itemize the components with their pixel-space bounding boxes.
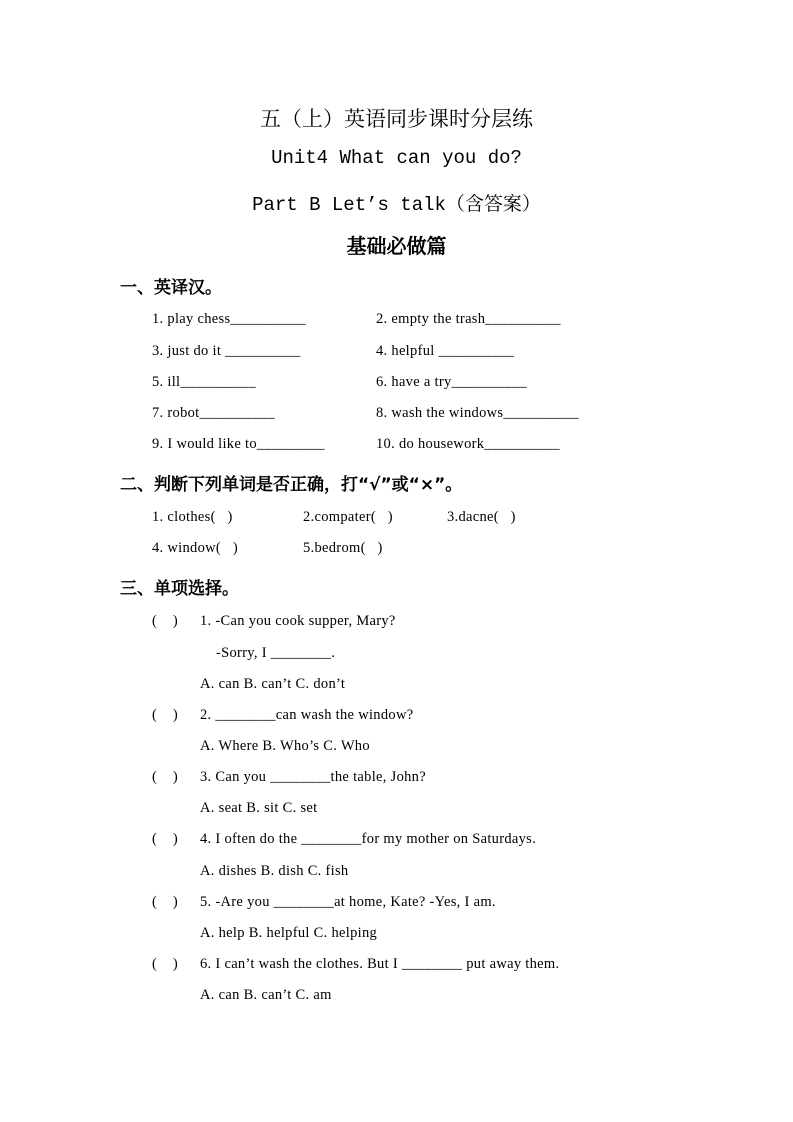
translate-item: 1. play chess__________ xyxy=(152,311,306,327)
answer-blank: ( ) xyxy=(152,831,178,847)
answer-blank: ( ) xyxy=(152,894,178,910)
worksheet-title: 五（上）英语同步课时分层练 xyxy=(260,107,533,131)
translate-item: 4. helpful __________ xyxy=(376,343,514,359)
question-text: 4. I often do the ________for my mother on Saturdays. xyxy=(200,831,537,847)
translate-item: 7. robot__________ xyxy=(152,405,276,421)
question-options: A. help B. helpful C. helping xyxy=(200,925,378,941)
spelling-item: 5.bedrom( ) xyxy=(303,540,383,556)
level-title: 基础必做篇 xyxy=(346,234,447,258)
section3-heading: 三、单项选择。 xyxy=(120,579,239,599)
translate-item: 8. wash the windows__________ xyxy=(376,405,579,421)
answer-blank: ( ) xyxy=(152,956,178,972)
spelling-item: 2.compater( ) xyxy=(303,509,393,525)
translate-item: 2. empty the trash__________ xyxy=(376,311,561,327)
answer-blank: ( ) xyxy=(152,613,178,629)
answer-blank: ( ) xyxy=(152,769,178,785)
translate-item: 10. do housework__________ xyxy=(376,436,560,452)
spelling-item: 3.dacne( ) xyxy=(447,509,516,525)
part-title: Part B Let’s talk（含答案） xyxy=(252,194,541,216)
answer-blank: ( ) xyxy=(152,707,178,723)
question-text: 5. -Are you ________at home, Kate? -Yes, I am. xyxy=(200,894,496,910)
translate-item: 6. have a try__________ xyxy=(376,374,528,390)
question-options: A. can B. can’t C. am xyxy=(200,987,332,1003)
question-text: 6. I can’t wash the clothes. But I ________ put away them. xyxy=(200,956,560,972)
spelling-item: 4. window( ) xyxy=(152,540,238,556)
question-options: A. Where B. Who’s C. Who xyxy=(200,738,370,754)
section1-heading: 一、英译汉。 xyxy=(120,278,222,298)
spelling-item: 1. clothes( ) xyxy=(152,509,233,525)
question-text: -Sorry, I ________. xyxy=(216,645,336,661)
question-options: A. can B. can’t C. don’t xyxy=(200,676,346,692)
translate-item: 9. I would like to_________ xyxy=(152,436,325,452)
question-options: A. dishes B. dish C. fish xyxy=(200,863,349,879)
question-options: A. seat B. sit C. set xyxy=(200,800,318,816)
translate-item: 3. just do it __________ xyxy=(152,343,301,359)
section2-heading: 二、判断下列单词是否正确，打“√”或“×”。 xyxy=(120,475,463,495)
question-text: 3. Can you ________the table, John? xyxy=(200,769,426,785)
unit-title: Unit4 What can you do? xyxy=(271,147,522,169)
translate-item: 5. ill__________ xyxy=(152,374,256,390)
question-text: 1. -Can you cook supper, Mary? xyxy=(200,613,396,629)
question-text: 2. ________can wash the window? xyxy=(200,707,414,723)
